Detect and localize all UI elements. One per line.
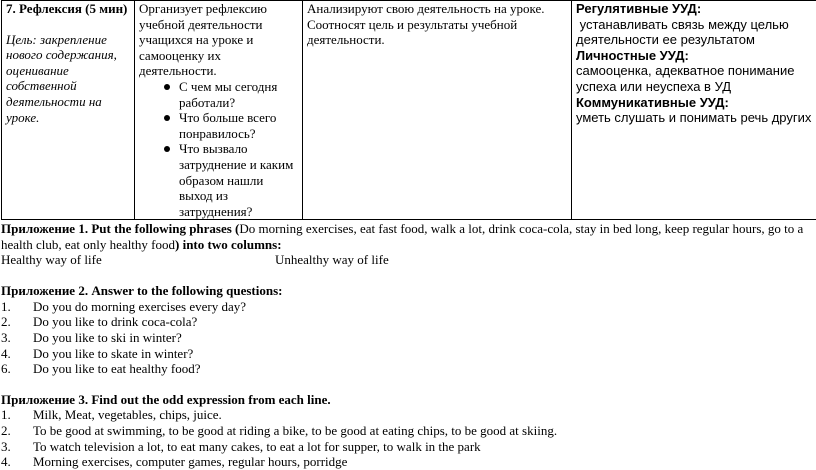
appendix1-columns (1, 252, 813, 268)
reg-uud-text: устанавливать связь между целью деятельности ее результатом (576, 17, 814, 48)
list-item: 2. To be good at swimming, to be good at riding a bike, to be good at eating chips, to be good at skiing. (1, 423, 813, 439)
appendix1-phrases: Do morning exercises, eat fast food, walk a lot, drink coca-cola, stay in bed long, keep regular hours, go to a health club, eat only healthy food (1, 221, 803, 252)
list-item: 6. Do you like to eat healthy food? (1, 361, 813, 377)
list-item: 4. Do you like to skate in winter? (1, 346, 813, 362)
appendix2-title: Приложение 2. Answer to the following questions: (1, 283, 813, 299)
student-activity-cell (303, 1, 572, 220)
appendix1-closing: ) into two columns: (175, 237, 282, 252)
appendices (1, 221, 813, 470)
stage-cell (2, 1, 135, 220)
list-item: С чем мы сегодня работали? (179, 79, 299, 110)
stage-goal: Цель: закрепление нового содержания, оценивание собственной деятельности на уроке. (6, 32, 131, 126)
teacher-activity-cell (135, 1, 303, 220)
lesson-plan-table (1, 0, 816, 220)
list-item: 1. Do you do morning exercises every day? (1, 299, 813, 315)
reflection-questions (139, 79, 299, 219)
list-item: Что вызвало затруднение и каким образом нашли выход из затруднения? (179, 141, 299, 219)
appendix3-title: Приложение 3. Find out the odd expression from each line. (1, 392, 813, 408)
appendix1-instructions (1, 221, 813, 252)
pers-uud-title: Личностные УУД: (576, 48, 814, 64)
list-item: 2. Do you like to drink coca-cola? (1, 314, 813, 330)
list-item: Что больше всего понравилось? (179, 110, 299, 141)
column-healthy: Healthy way of life (1, 252, 102, 268)
column-unhealthy: Unhealthy way of life (275, 252, 389, 268)
reg-uud-title: Регулятивные УУД: (576, 1, 814, 17)
uud-cell (572, 1, 816, 220)
table-row-reflection (2, 1, 816, 220)
comm-uud-text: уметь слушать и понимать речь других (576, 110, 814, 126)
student-text: Анализируют свою деятельность на уроке. Соотносят цель и результаты учебной деятельности. (307, 1, 568, 48)
pers-uud-text: самооценка, адекватное понимание успеха или неуспеха в УД (576, 63, 814, 94)
list-item: 3. To watch television a lot, to eat many cakes, to eat a lot for supper, to walk in the park (1, 439, 813, 455)
list-item: 1. Milk, Meat, vegetables, chips, juice. (1, 407, 813, 423)
list-item: 4. Morning exercises, computer games, regular hours, porridge (1, 454, 813, 470)
list-item: 3. Do you like to ski in winter? (1, 330, 813, 346)
appendix1-label: Приложение 1. Put the following phrases ( (1, 221, 239, 236)
stage-title: 7. Рефлексия (5 мин) (6, 1, 131, 17)
teacher-intro: Организует рефлексию учебной деятельности учащихся на уроке и самооценку их деятельности. (139, 1, 299, 79)
comm-uud-title: Коммуникативные УУД: (576, 95, 814, 111)
